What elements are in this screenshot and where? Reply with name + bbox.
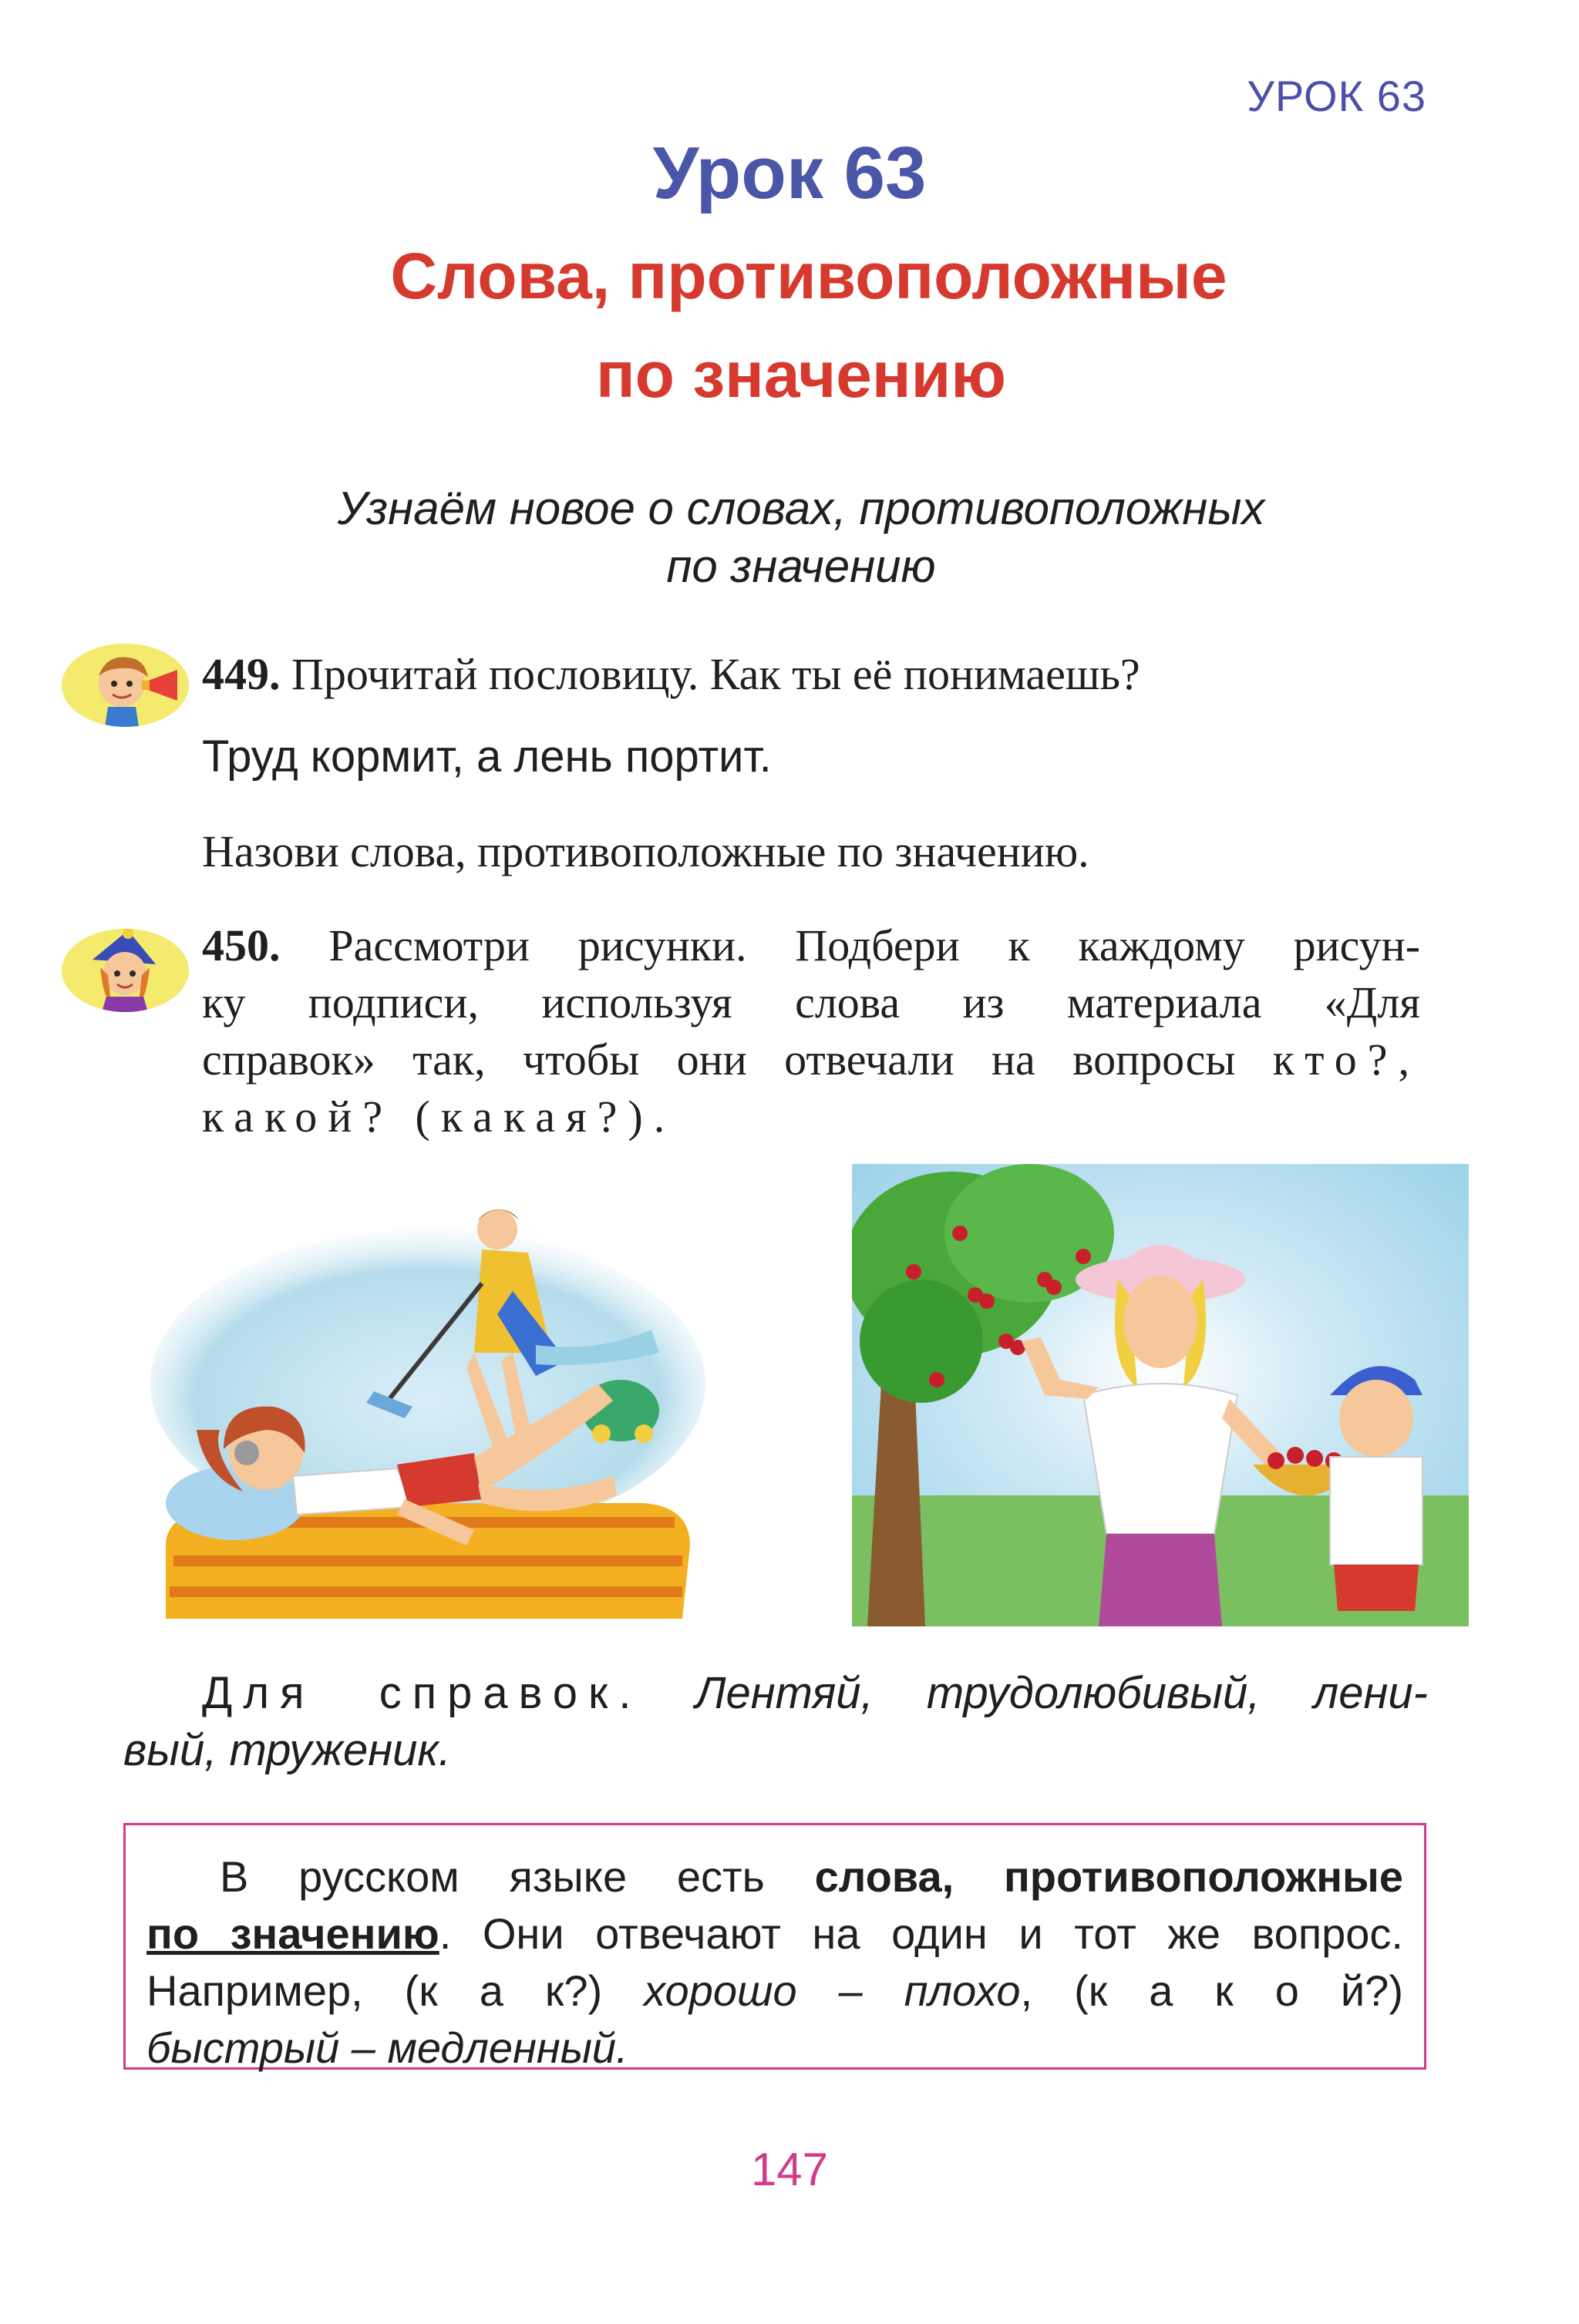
lesson-goal-line-2: по значению	[666, 540, 936, 592]
exercise-449-task	[202, 646, 1140, 703]
exercise-450-line-2: ку подписи, используя слова из материала «Для	[202, 977, 1420, 1027]
girl-avatar-icon	[62, 929, 189, 1012]
reference-words: Лентяй, трудолюбивый, лени-	[695, 1668, 1428, 1718]
rule-line-4: быстрый – медленный.	[146, 2023, 628, 2072]
topic-title-line-2: по значению	[595, 338, 1007, 411]
topic-title-line-1: Слова, противоположные	[390, 240, 1227, 312]
boy-speaker-icon	[62, 644, 189, 727]
lesson-title: Урок 63	[652, 132, 927, 214]
exercise-450-text	[202, 917, 1420, 1145]
exercise-450-line-4: какой? (какая?).	[202, 1091, 676, 1142]
illustration-lazy-girl	[150, 1199, 705, 1630]
proverb: Труд кормит, а лень портит.	[202, 732, 772, 782]
lesson-goal-line-1: Узнаём новое о словах, противоположных	[337, 483, 1265, 534]
reference-line-1	[202, 1667, 1428, 1719]
exercise-449-instruction: Прочитай пословицу. Как ты её понимаешь?	[291, 649, 1140, 699]
illustration-cherry-picking	[852, 1164, 1469, 1626]
running-header: УРОК 63	[1247, 72, 1426, 120]
reference-label: Для справок.	[202, 1668, 642, 1718]
exercise-450-line-3: справок» так, чтобы они отвечали на вопросы кто?,	[202, 1034, 1420, 1085]
exercise-450-number: 450.	[202, 920, 281, 970]
rule-line-3: Например, (к а к?) хорошо – плохо, (к а к о й?)	[146, 1966, 1403, 2015]
rule-text	[146, 1848, 1403, 2077]
exercise-449-follow-up: Назови слова, противоположные по значению.	[202, 826, 1089, 876]
reference-line-2: вый, труженик.	[123, 1725, 451, 1775]
rule-line-1: В русском языке есть слова, противоположные	[220, 1852, 1403, 1901]
rule-line-2: по значению. Они отвечают на один и тот же вопрос.	[146, 1909, 1403, 1958]
page-number: 147	[750, 2144, 829, 2195]
exercise-450-line-1: 450. Рассмотри рисунки. Подбери к каждому рисун-	[202, 920, 1421, 970]
exercise-449-number: 449.	[202, 649, 281, 699]
